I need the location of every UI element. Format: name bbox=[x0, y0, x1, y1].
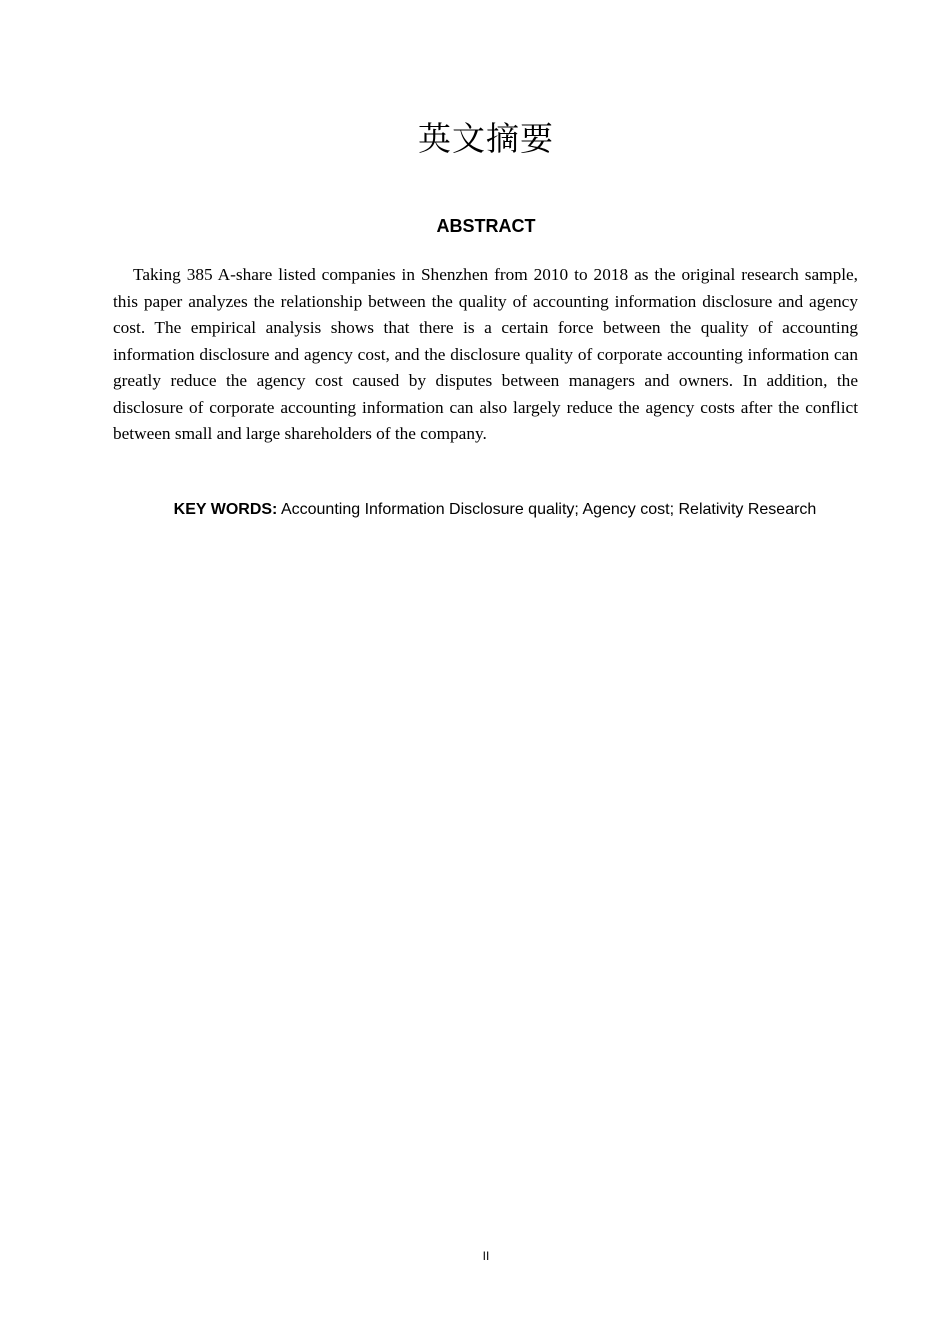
keywords-line bbox=[0, 498, 950, 522]
page-number: II bbox=[482, 1249, 490, 1263]
keywords-label: KEY WORDS: bbox=[173, 501, 278, 518]
page-title: 英文摘要 bbox=[418, 119, 554, 158]
abstract-heading: ABSTRACT bbox=[436, 216, 536, 236]
abstract-paragraph: Taking 385 A-share listed companies in Shenzhen from 2010 to 2018 as the original research sample, this paper analyzes the relationship between the quality of accounting information disclosure and agency cost. The empirical analysis shows that there is a certain force between the quality of accounting information disclosure and agency cost, and the disclosure quality of corporate accounting information can greatly reduce the agency cost caused by disputes between managers and owners. In addition, the disclosure of corporate accounting information can also largely reduce the agency costs after the conflict between small and large shareholders of the company. bbox=[113, 265, 858, 443]
keywords-text: Accounting Information Disclosure quality; Agency cost; Relativity Research bbox=[277, 501, 817, 518]
